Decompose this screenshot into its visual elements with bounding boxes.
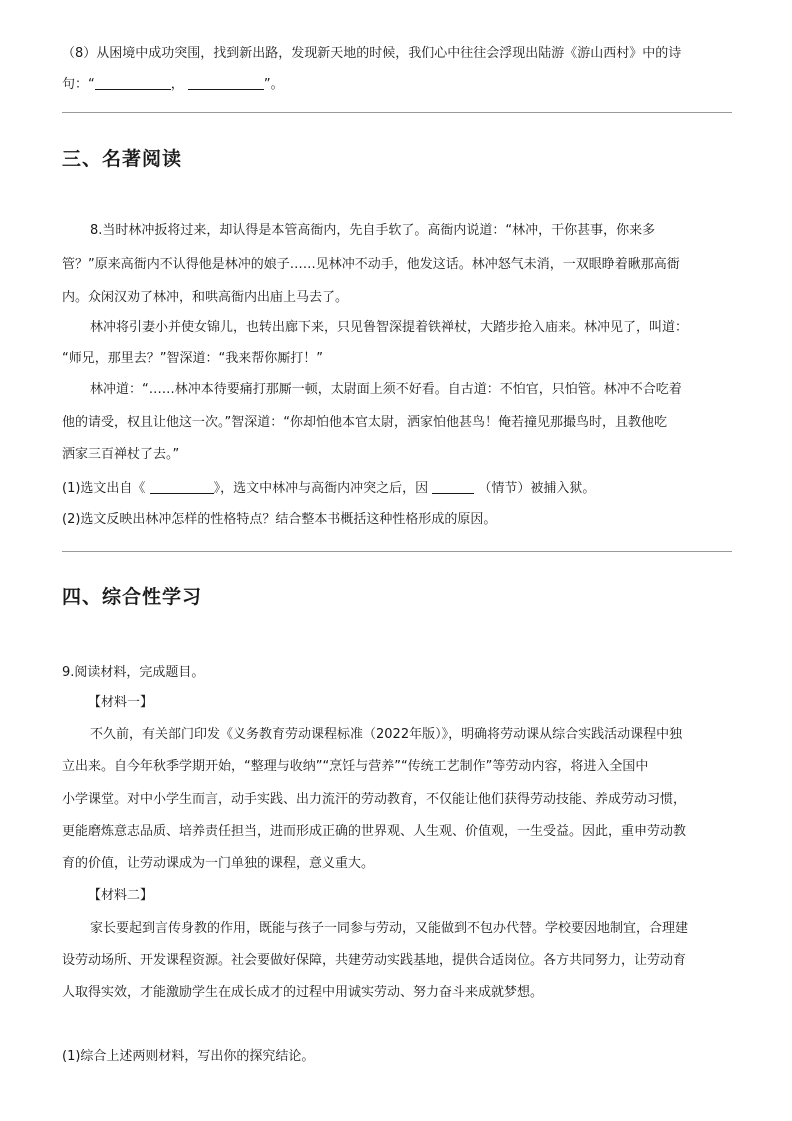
reading-paragraph-3-line-1: 林冲道：“……林冲本待要痛打那厮一顿，太尉面上须不好看。自古道：不怕官，只怕管。林冲不合吃着: [90, 382, 682, 397]
reading-paragraph-2-line-1: 林冲将引妻小并使女锦儿，也转出廊下来，只见鲁智深提着铁禅杖，大踏步抢入庙来。林冲见了，叫道：: [90, 320, 689, 335]
reading-paragraph-1-line-3: 内。众闲汉劝了林冲，和哄高衙内出庙上马去了。: [62, 290, 349, 305]
material-1-line-4: 更能磨炼意志品质、培养责任担当，进而形成正确的世界观、人生观、价值观，一生受益。因此，重申劳动教: [62, 824, 687, 839]
study-intro: 9.阅读材料，完成题目。: [62, 665, 205, 680]
poem-question-line2: [62, 76, 742, 94]
material-1-line-2: 立出来。自今年秋季学期开始，“整理与收纳”“烹饪与营养”“传统工艺制作”等劳动内容，将进入全国中: [62, 759, 649, 774]
material-2-line-1: 家长要起到言传身教的作用，既能与孩子一同参与劳动，又能做到不包办代替。学校要因地制宜，合理建: [90, 921, 689, 936]
section-divider: [62, 551, 732, 552]
poem-suffix: ”。: [263, 77, 284, 92]
section4-heading: 四、综合性学习: [62, 586, 203, 608]
book-title-blank[interactable]: [150, 480, 214, 494]
material-2-label: 【材料二】: [88, 888, 154, 903]
rq1-mid: 》，选文中林冲与高衙内冲突之后，因: [213, 481, 429, 496]
reading-question-2: (2)选文反映出林冲怎样的性格特点？结合整本书概括这种性格形成的原因。: [62, 512, 497, 527]
plot-blank[interactable]: [432, 480, 474, 494]
material-2-line-3: 人取得实效，才能激励学生在成长成才的过程中用诚实劳动、努力奋斗来成就梦想。: [62, 985, 544, 1000]
rq1-suffix: （情节）被捕入狱。: [478, 481, 596, 496]
poem-blank-2[interactable]: [188, 76, 264, 90]
section3-heading: 三、名著阅读: [62, 148, 183, 170]
section-divider: [62, 112, 732, 113]
reading-paragraph-3-line-3: 洒家三百禅杖了去。”: [62, 447, 180, 462]
material-1-label: 【材料一】: [88, 695, 154, 710]
reading-paragraph-2-line-2: “师兄，那里去？”智深道：“我来帮你厮打！”: [62, 351, 323, 366]
poem-separator: ，: [170, 77, 184, 92]
study-question-1: (1)综合上述两则材料，写出你的探究结论。: [62, 1049, 315, 1064]
reading-paragraph-3-line-2: 他的请受，权且让他这一次。”智深道：“你却怕他本官太尉，洒家怕他甚鸟！俺若撞见那撮鸟时，且教他吃: [62, 415, 667, 430]
poem-blank-1[interactable]: [95, 76, 171, 90]
reading-question-1: [62, 480, 742, 498]
material-1-line-5: 育的价值，让劳动课成为一门单独的课程，意义重大。: [62, 856, 375, 871]
material-2-line-2: 设劳动场所、开发课程资源。社会要做好保障，共建劳动实践基地，提供合适岗位。各方共同努力，让劳动育: [62, 953, 687, 968]
rq1-prefix: (1)选文出自《: [62, 481, 146, 496]
material-1-line-3: 小学课堂。对中小学生而言，动手实践、出力流汗的劳动教育，不仅能让他们获得劳动技能、养成劳动习惯，: [62, 792, 687, 807]
material-1-line-1: 不久前，有关部门印发《义务教育劳动课程标准（2022年版）》，明确将劳动课从综合实践活动课程中独: [90, 727, 683, 742]
reading-paragraph-1-line-2: 管？”原来高衙内不认得他是林冲的娘子……见林冲不动手，他发这话。林冲怒气未消，一双眼睁着瞅那高衙: [62, 257, 680, 272]
poem-prefix: 句：“: [62, 77, 95, 92]
poem-question-line1: （8）从困境中成功突围，找到新出路，发现新天地的时候，我们心中往往会浮现出陆游《游山西村》中的诗: [62, 46, 682, 61]
reading-paragraph-1-line-1: 8.当时林冲扳将过来，却认得是本管高衙内，先自手软了。高衙内说道：“林冲，干你甚事，你来多: [90, 223, 656, 238]
